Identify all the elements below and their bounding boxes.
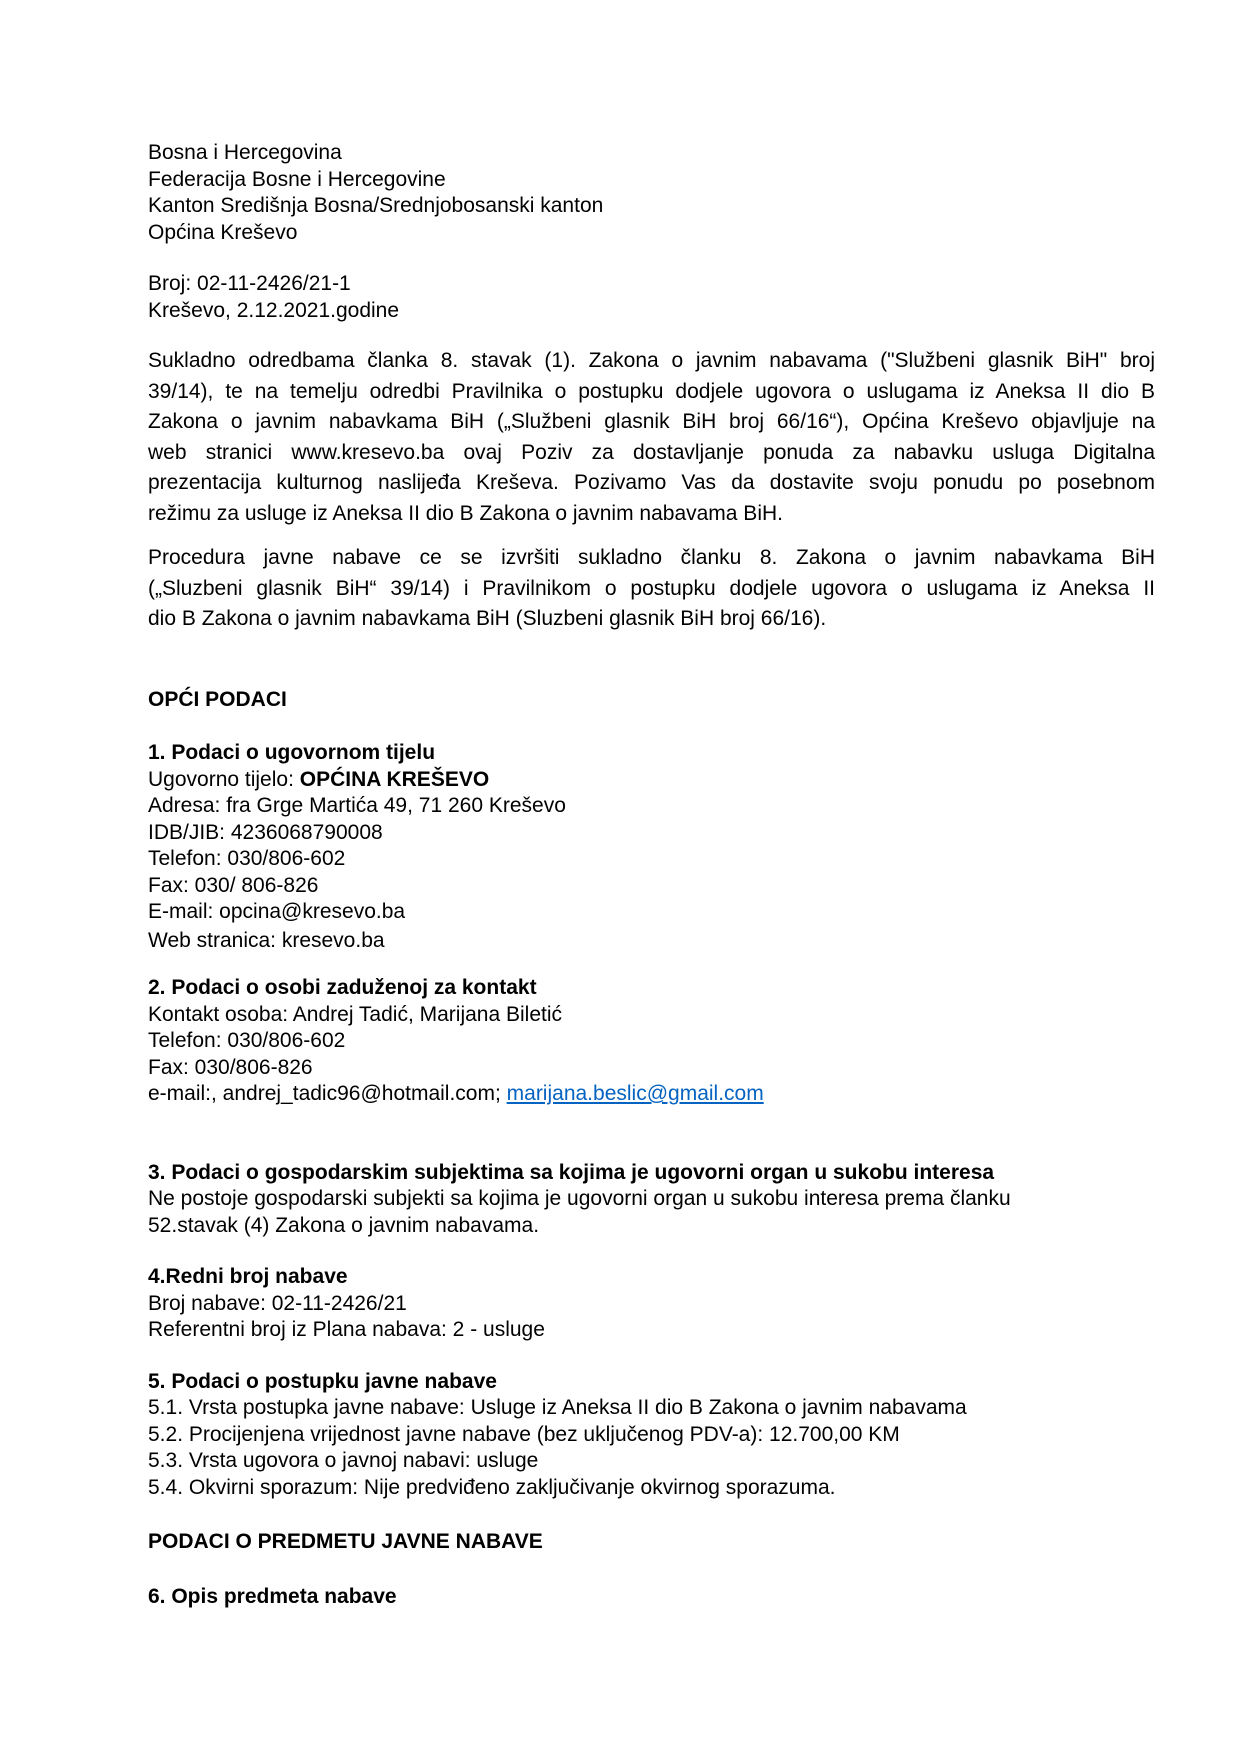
paragraph-line: režimu za usluge iz Aneksa II dio B Zakona o javnim nabavama BiH. xyxy=(148,501,783,525)
email-line xyxy=(148,1081,1155,1108)
email-prefix: e-mail:, andrej_tadic96@hotmail.com; xyxy=(148,1082,507,1105)
section-title: 6. Opis predmeta nabave xyxy=(148,1584,397,1608)
field-label: Ugovorno tijelo: xyxy=(148,767,300,791)
address-line: Adresa: fra Grge Martića 49, 71 260 Kreševo xyxy=(148,794,566,817)
header-line: Bosna i Hercegovina xyxy=(148,141,342,164)
paragraph-line: Procedura javne nabave ce se izvršiti sukladno članku 8. Zakona o javnim nabavkama BiH xyxy=(148,546,1155,569)
email-link[interactable]: marijana.beslic@gmail.com xyxy=(506,1082,764,1105)
idb-line: IDB/JIB: 4236068790008 xyxy=(148,820,383,844)
contact-person-line: Kontakt osoba: Andrej Tadić, Marijana Biletić xyxy=(148,1002,563,1026)
document-date: Kreševo, 2.12.2021.godine xyxy=(148,298,400,322)
intro-paragraph-2 xyxy=(148,543,1155,635)
section-title: 2. Podaci o osobi zaduženoj za kontakt xyxy=(148,976,537,999)
procedure-item: 5.1. Vrsta postupka javne nabave: Usluge iz Aneksa II dio B Zakona o javnim nabavama xyxy=(148,1396,967,1419)
section-title: 5. Podaci o postupku javne nabave xyxy=(148,1369,497,1393)
paragraph-line: prezentacija kulturnog naslijeđa Kreševa. Pozivamo Vas da dostavite svoju ponudu po posebnom xyxy=(148,471,1155,494)
section-procedure xyxy=(148,1369,1155,1502)
paragraph-line: Zakona o javnim nabavkama BiH („Službeni glasnik BiH broj 66/16“), Općina Kreševo objavljuje na xyxy=(148,410,1155,433)
fax-line: Fax: 030/ 806-826 xyxy=(148,873,319,897)
paragraph-line: 39/14), te na temelju odredbi Pravilnika o postupku dodjele ugovora o uslugama iz Aneksa II dio B xyxy=(148,379,1155,403)
section-title: 4.Redni broj nabave xyxy=(148,1265,348,1288)
web-line: Web stranica: kresevo.ba xyxy=(148,928,385,952)
email-line: E-mail: opcina@kresevo.ba xyxy=(148,900,406,923)
general-data-heading: OPĆI PODACI xyxy=(148,687,287,711)
reference-number-line: Referentni broj iz Plana nabava: 2 - usluge xyxy=(148,1318,545,1341)
fax-line: Fax: 030/806-826 xyxy=(148,1055,313,1079)
document-page xyxy=(148,140,1155,1610)
phone-line: Telefon: 030/806-602 xyxy=(148,847,346,870)
procedure-item: 5.2. Procijenjena vrijednost javne nabave (bez uključenog PDV-a): 12.700,00 KM xyxy=(148,1422,900,1446)
section-contact-person xyxy=(148,975,1155,1108)
header-line: Kanton Središnja Bosna/Srednjobosanski kanton xyxy=(148,194,604,217)
section-title: 3. Podaci o gospodarskim subjektima sa kojima je ugovorni organ u sukobu interesa xyxy=(148,1160,995,1184)
intro-paragraph-1 xyxy=(148,346,1155,529)
section-procurement-number xyxy=(148,1264,1155,1344)
contracting-authority-name: OPĆINA KREŠEVO xyxy=(299,767,490,791)
paragraph-line: web stranici www.kresevo.ba ovaj Poziv za dostavljanje ponuda za nabavku usluga Digitalna xyxy=(148,440,1155,464)
procedure-item: 5.3. Vrsta ugovora o javnoj nabavi: usluge xyxy=(148,1449,539,1472)
paragraph-line: Sukladno odredbama članka 8. stavak (1). Zakona o javnim nabavama ("Službeni glasnik BiH" broj xyxy=(148,349,1155,372)
paragraph-line: Ne postoje gospodarski subjekti sa kojima je ugovorni organ u sukobu interesa prema članku xyxy=(148,1187,1011,1210)
paragraph-line: („Sluzbeni glasnik BiH“ 39/14) i Pravilnikom o postupku dodjele ugovora o uslugama iz Aneksa II xyxy=(148,576,1155,600)
header-line: Federacija Bosne i Hercegovine xyxy=(148,167,446,191)
header-line: Općina Kreševo xyxy=(148,220,298,244)
procedure-item: 5.4. Okvirni sporazum: Nije predviđeno zaključivanje okvirnog sporazuma. xyxy=(148,1475,836,1499)
subject-heading: PODACI O PREDMETU JAVNE NABAVE xyxy=(148,1530,543,1553)
paragraph-line: 52.stavak (4) Zakona o javnim nabavama. xyxy=(148,1213,540,1237)
contracting-authority-line xyxy=(148,767,1155,794)
section-conflict-of-interest xyxy=(148,1160,1155,1240)
procurement-number-line: Broj nabave: 02-11-2426/21 xyxy=(148,1291,407,1315)
phone-line: Telefon: 030/806-602 xyxy=(148,1029,346,1052)
header-block xyxy=(148,140,1155,246)
section-title: 1. Podaci o ugovornom tijelu xyxy=(148,741,436,764)
section-contracting-authority xyxy=(148,740,1155,954)
paragraph-line: dio B Zakona o javnim nabavkama BiH (Sluzbeni glasnik BiH broj 66/16). xyxy=(148,607,827,630)
document-number: Broj: 02-11-2426/21-1 xyxy=(148,272,351,295)
